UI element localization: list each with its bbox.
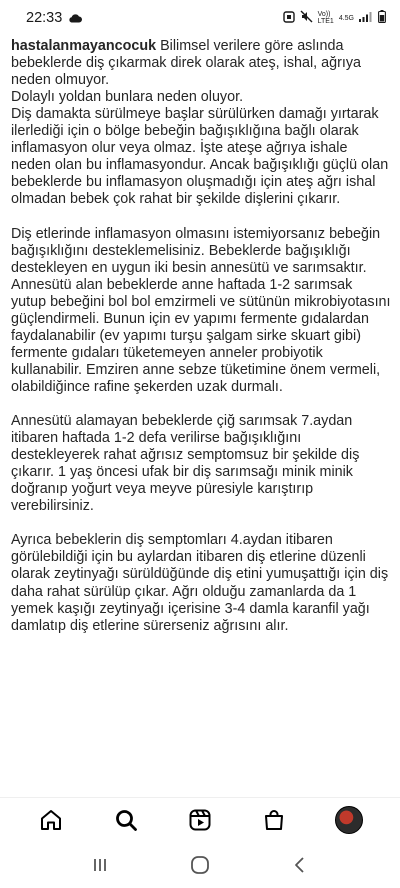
caption-paragraph-4: Ayrıca bebeklerin diş semptomları 4.aydan itibaren görülebildiği için bu aylardan itibaren diş etlerine düzenli olarak zeytinyağı sürüldüğünde diş etini yumuşattığı için diş daha rahat sürülüp çıkar. Ağrı olduğu zamanlarda da 1 yemek kaşığı zeytinyağı içerisine 3-4 damla karanfil yağı damlatıp diş etlerine sürerseniz ağrısını alır. [11,532,389,634]
network-indicator [318,11,334,25]
search-icon[interactable] [111,805,141,835]
network-top: Vo)) [317,11,331,18]
home-button-icon[interactable] [189,854,211,881]
caption-paragraph-1 [11,38,391,208]
battery-icon [378,10,386,26]
cloud-icon [68,10,82,26]
status-right [283,10,386,26]
shop-icon[interactable] [259,805,289,835]
back-icon[interactable] [290,855,310,880]
avatar [335,806,363,834]
recent-apps-icon[interactable] [90,855,110,880]
caption-text-1: Bilimsel verilere göre aslında bebeklerde diş çıkarmak direk olarak ateş, ishal, ağrıya neden olmuyor. Dolaylı yoldan bunlara neden oluyor. Diş damakta sürülmeye başlar sürülürken damağı yırtarak ilerlediği için o bölge bebeğin bağışıklığına bağlı olarak inflamasyon olur veya olmaz. İşte ateşe ağrıya ishale neden olan bu inflamasyondur. Ancak bağışıklığı güçlü olan bebeklerde bu inflamasyon oluşmadığı için ateş ağrı ishal olmadan bebek çok rahat bir şekilde dişlerini çıkarır. [11,38,389,208]
status-bar [0,0,400,36]
status-time: 22:33 [26,10,63,26]
reels-icon[interactable] [185,805,215,835]
caption-paragraph-2: Diş etlerinde inflamasyon olmasını istemiyorsanız bebeğin bağışıklığını desteklemelisiniz. Bebeklerde bağışıklığı destekleyen en uygun iki besin annesütü ve sarımsaktır. Annesütü alan bebeklerde anne haftada 1-2 sarımsak yutup bebeğini bol bol emzirmeli ve sütünün mikrobiyotasını güçlendirmeli. Bunun için ev yapımı fermente gıdalardan faydalanabilir (ev yapımı turşu şalgam sirke skuart gibi) fermente gıdaları tüketemeyen anneler probiyotik kullanabilir. Emziren anne sebze tüketimine önem vermeli, olabildiğince rafine şekerden uzak durmalı. [11,225,391,395]
post-username[interactable]: hastalanmayancocuk [11,38,157,54]
post-caption [11,38,391,635]
network-bottom: LTE1 [317,18,334,25]
bottom-nav [0,797,400,841]
caption-paragraph-3: Annesütü alamayan bebeklerde çiğ sarımsak 7.aydan itibaren haftada 1-2 defa verilirse bağışıklığını destekleyerek rahat ağrısız semptomsuz bir şekilde diş çıkarır. 1 yaş öncesi ufak bir diş sarımsağı minik minik doğranıp yoğurt veya meyve püresiyle karıştırıp verebilirsiniz. [11,413,360,515]
status-left [26,10,82,26]
home-icon[interactable] [36,805,66,835]
profile-avatar[interactable] [334,805,364,835]
alarm-icon [283,10,295,26]
network-label: 4.5G [338,14,354,22]
system-nav [0,846,400,888]
mute-icon [300,10,313,26]
signal-icon [359,11,373,25]
